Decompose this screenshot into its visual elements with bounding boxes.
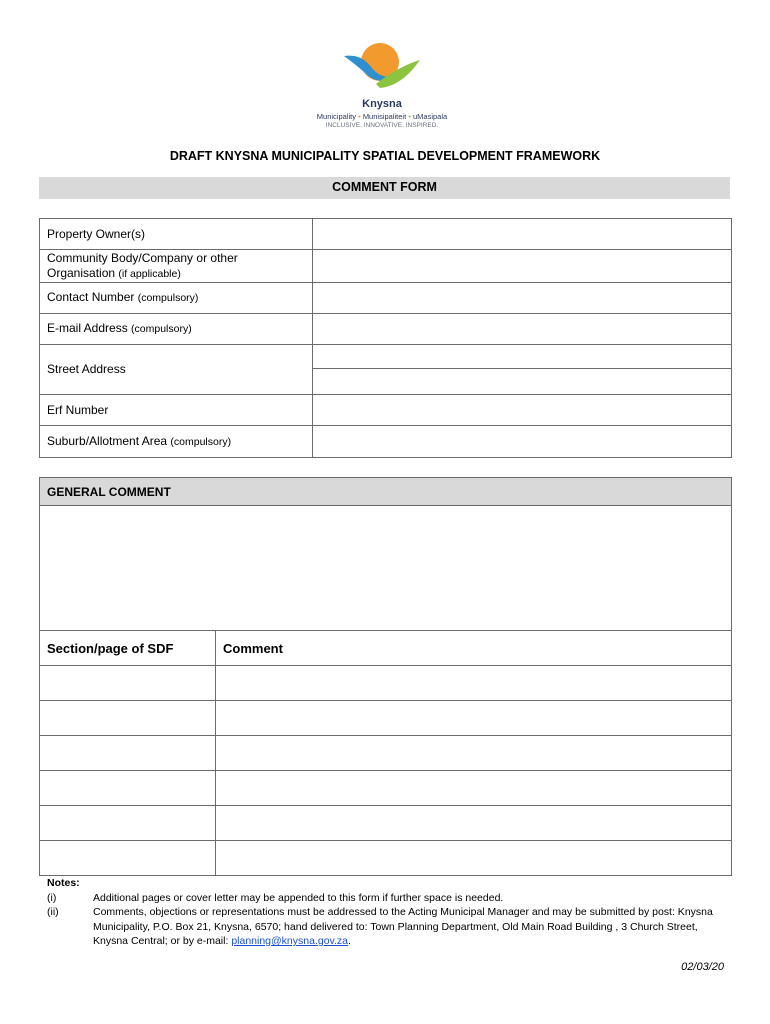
comment-cell-6[interactable] bbox=[216, 841, 732, 876]
note-text: Comments, objections or representations must be addressed to the Acting Municipal Manager and may be submitted by post: Knysna Municipality, P.O. Box 21, Knysna, 6570; hand delivered to: Town Planning Department, Old Main Road Building , 3 Church Street, Knysna Central; or by e-mail: planning@knysna.gov.za. bbox=[93, 906, 713, 947]
document-title: DRAFT KNYSNA MUNICIPALITY SPATIAL DEVELOPMENT FRAMEWORK bbox=[169, 149, 601, 163]
comment-cell-1[interactable] bbox=[216, 666, 732, 701]
details-table bbox=[39, 218, 732, 458]
section-cell-1[interactable] bbox=[40, 666, 216, 701]
form-title: COMMENT FORM bbox=[39, 177, 730, 199]
logo-brand: Knysna bbox=[362, 98, 402, 110]
comment-cell-3[interactable] bbox=[216, 736, 732, 771]
logo-tagline: Municipality • Munisipaliteit • uMasipala bbox=[316, 112, 448, 121]
note-item-2 bbox=[47, 905, 727, 949]
erf-label: Erf Number bbox=[40, 395, 313, 426]
section-cell-6[interactable] bbox=[40, 841, 216, 876]
community-label: Community Body/Company or other Organisation (if applicable) bbox=[40, 250, 313, 283]
email-field[interactable] bbox=[313, 314, 732, 345]
section-cell-2[interactable] bbox=[40, 701, 216, 736]
erf-field[interactable] bbox=[313, 395, 732, 426]
general-comment-heading: GENERAL COMMENT bbox=[40, 478, 732, 506]
property-owner-field[interactable] bbox=[313, 219, 732, 250]
knysna-emblem-icon bbox=[336, 40, 428, 96]
section-cell-3[interactable] bbox=[40, 736, 216, 771]
knysna-logo bbox=[296, 40, 468, 132]
street-label: Street Address bbox=[40, 345, 313, 395]
general-comment-field[interactable] bbox=[40, 506, 732, 631]
community-field[interactable] bbox=[313, 250, 732, 283]
note-number: (i) bbox=[47, 891, 57, 904]
comment-column-header: Comment bbox=[216, 631, 732, 666]
comment-cell-4[interactable] bbox=[216, 771, 732, 806]
planning-email-link[interactable]: planning@knysna.gov.za bbox=[231, 935, 349, 947]
notes-section bbox=[47, 876, 727, 949]
note-item-1 bbox=[47, 891, 727, 906]
comment-cell-2[interactable] bbox=[216, 701, 732, 736]
suburb-label: Suburb/Allotment Area (compulsory) bbox=[40, 426, 313, 458]
logo-lang-3: uMasipala bbox=[413, 112, 448, 121]
street-field-line2[interactable] bbox=[313, 369, 732, 395]
notes-title: Notes: bbox=[47, 877, 80, 889]
document-date: 02/03/20 bbox=[681, 961, 724, 973]
contact-field[interactable] bbox=[313, 283, 732, 314]
section-cell-5[interactable] bbox=[40, 806, 216, 841]
logo-motto: INCLUSIVE. INNOVATIVE. INSPIRED. bbox=[325, 122, 439, 129]
street-field-line1[interactable] bbox=[313, 345, 732, 369]
note-text: Additional pages or cover letter may be appended to this form if further space is needed. bbox=[93, 891, 504, 904]
logo-lang-1: Municipality bbox=[316, 112, 356, 121]
section-column-header: Section/page of SDF bbox=[40, 631, 216, 666]
note-number: (ii) bbox=[47, 906, 59, 918]
contact-label: Contact Number (compulsory) bbox=[40, 283, 313, 314]
email-label: E-mail Address (compulsory) bbox=[40, 314, 313, 345]
section-cell-4[interactable] bbox=[40, 771, 216, 806]
suburb-field[interactable] bbox=[313, 426, 732, 458]
general-comment-table bbox=[39, 477, 732, 876]
comment-cell-5[interactable] bbox=[216, 806, 732, 841]
property-owner-label: Property Owner(s) bbox=[40, 219, 313, 250]
logo-lang-2: Munisipaliteit bbox=[362, 112, 407, 121]
